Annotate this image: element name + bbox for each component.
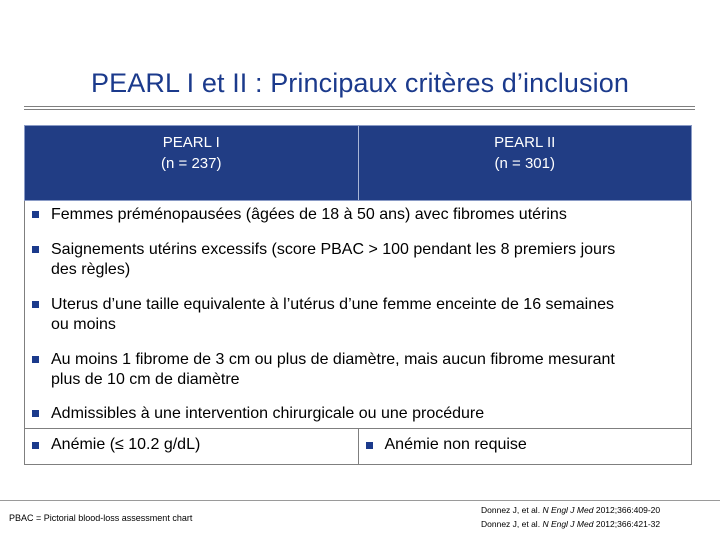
title-divider — [24, 106, 695, 107]
square-bullet-icon — [32, 410, 39, 417]
header-pearl-1-n: (n = 237) — [161, 155, 222, 172]
square-bullet-icon — [32, 356, 39, 363]
anemia-row — [24, 428, 692, 465]
criteria-text: Uterus d’une taille equivalente à l’utérus d’une femme enceinte de 16 semaines — [51, 296, 615, 313]
references — [481, 503, 660, 531]
anemia-pearl-1-text: Anémie (≤ 10.2 g/dL) — [51, 436, 201, 453]
criteria-item — [32, 240, 690, 280]
square-bullet-icon — [32, 246, 39, 253]
reference-2-journal: N Engl J Med — [542, 519, 594, 529]
criteria-text: Au moins 1 fibrome de 3 cm ou plus de diamètre, mais aucun fibrome mesurant — [51, 351, 615, 368]
criteria-text: Femmes préménopausées (âgées de 18 à 50 ans) avec fibromes utérins — [51, 206, 567, 223]
title-divider-secondary — [24, 109, 695, 110]
footer-divider — [0, 500, 720, 501]
criteria-text: Saignements utérins excessifs (score PBAC > 100 pendant les 8 premiers jours — [51, 241, 616, 258]
square-bullet-icon — [32, 442, 39, 449]
anemia-pearl-2-text: Anémie non requise — [384, 436, 527, 453]
slide-title: PEARL I et II : Principaux critères d’inclusion — [91, 68, 629, 98]
study-header — [24, 125, 692, 201]
square-bullet-icon — [32, 211, 39, 218]
anemia-pearl-2 — [359, 429, 692, 464]
square-bullet-icon — [366, 442, 373, 449]
reference-1-journal: N Engl J Med — [542, 505, 594, 515]
criteria-text-cont: plus de 10 cm de diamètre — [51, 371, 240, 388]
reference-2 — [481, 517, 660, 531]
criteria-item — [32, 295, 690, 335]
anemia-pearl-1 — [25, 429, 359, 464]
reference-1 — [481, 503, 660, 517]
criteria-text-cont: des règles) — [51, 261, 131, 278]
criteria-item — [32, 350, 690, 390]
square-bullet-icon — [32, 301, 39, 308]
header-pearl-2-n: (n = 301) — [494, 155, 555, 172]
header-pearl-2-name: PEARL II — [494, 134, 556, 151]
header-pearl-2 — [359, 126, 692, 200]
header-pearl-1 — [25, 126, 359, 200]
criteria-item — [32, 205, 690, 225]
reference-1-cite: 2012;366:409-20 — [595, 505, 661, 515]
reference-2-authors: Donnez J, et al. — [481, 519, 541, 529]
abbreviation-footnote: PBAC = Pictorial blood-loss assessment chart — [9, 513, 193, 523]
criteria-text: Admissibles à une intervention chirurgicale ou une procédure — [51, 405, 485, 422]
reference-2-cite: 2012;366:421-32 — [595, 519, 661, 529]
criteria-item — [32, 404, 690, 424]
reference-1-authors: Donnez J, et al. — [481, 505, 541, 515]
header-pearl-1-name: PEARL I — [162, 134, 220, 151]
criteria-text-cont: ou moins — [51, 316, 116, 333]
